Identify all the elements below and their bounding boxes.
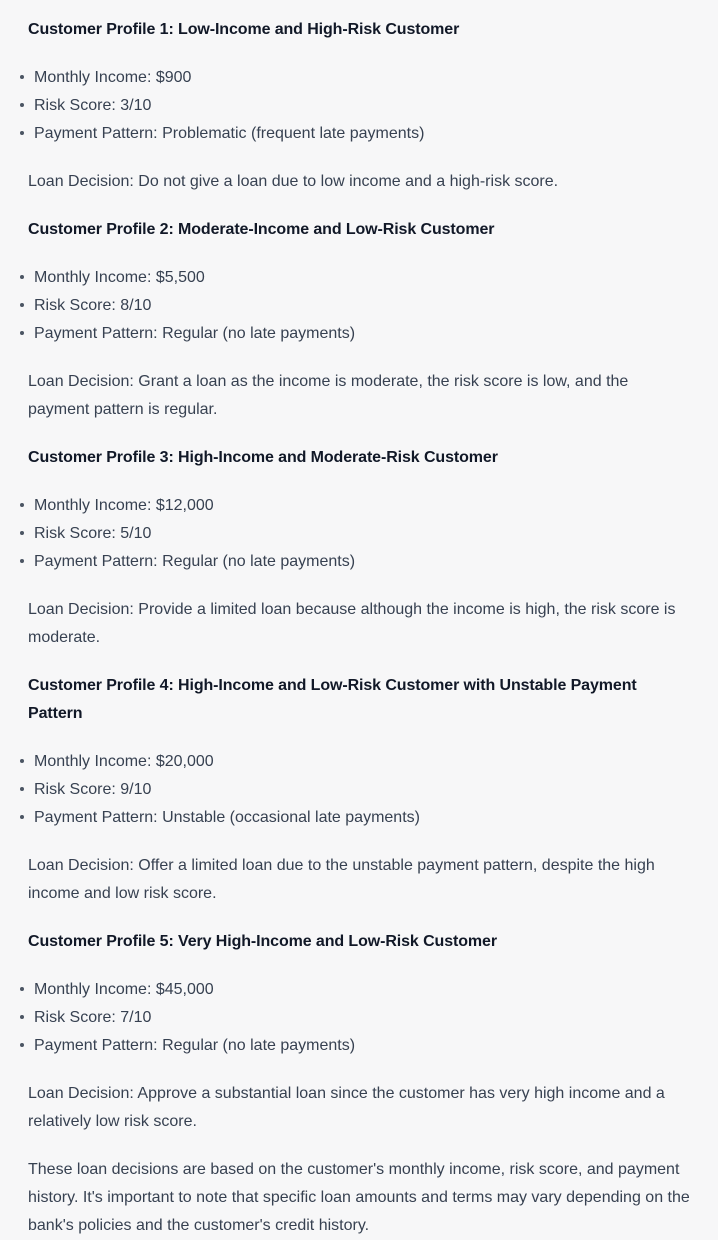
bullet-icon: [20, 531, 24, 535]
loan-decision: Loan Decision: Approve a substantial loan since the customer has very high income and a relatively low risk score.: [28, 1085, 665, 1130]
list-item-text: Payment Pattern: Problematic (frequent late payments): [34, 125, 425, 142]
list-item: [28, 320, 690, 348]
customer-profile-3: [28, 444, 690, 652]
list-item-text: Monthly Income: $900: [34, 69, 192, 86]
list-item-text: Monthly Income: $5,500: [34, 269, 205, 286]
bullet-icon: [20, 503, 24, 507]
customer-profile-1: [28, 16, 690, 196]
bullet-icon: [20, 559, 24, 563]
list-item-text: Risk Score: 9/10: [34, 781, 152, 798]
bullet-icon: [20, 331, 24, 335]
list-item-text: Payment Pattern: Regular (no late payments): [34, 553, 356, 570]
list-item-text: Monthly Income: $12,000: [34, 497, 214, 514]
list-item: [28, 976, 690, 1004]
list-item: [28, 492, 690, 520]
bullet-icon: [20, 787, 24, 791]
profile-heading: Customer Profile 4: High-Income and Low-Risk Customer with Unstable Payment Pattern: [28, 677, 637, 722]
list-item: [28, 548, 690, 576]
profile-heading: Customer Profile 5: Very High-Income and Low-Risk Customer: [28, 933, 497, 950]
list-item-text: Risk Score: 3/10: [34, 97, 152, 114]
list-item: [28, 776, 690, 804]
list-item: [28, 264, 690, 292]
list-item: [28, 64, 690, 92]
bullet-icon: [20, 303, 24, 307]
list-item: [28, 120, 690, 148]
list-item: [28, 804, 690, 832]
customer-profile-2: [28, 216, 690, 424]
list-item-text: Monthly Income: $45,000: [34, 981, 214, 998]
list-item: [28, 1032, 690, 1060]
list-item: [28, 92, 690, 120]
customer-profile-5: [28, 928, 690, 1136]
profile-details-list: [28, 264, 690, 348]
customer-profile-4: [28, 672, 690, 908]
profile-heading: Customer Profile 1: Low-Income and High-Risk Customer: [28, 21, 460, 38]
list-item: [28, 1004, 690, 1032]
list-item-text: Payment Pattern: Regular (no late payments): [34, 1037, 356, 1054]
loan-decision: Loan Decision: Do not give a loan due to low income and a high-risk score.: [28, 173, 559, 190]
profile-details-list: [28, 748, 690, 832]
list-item-text: Payment Pattern: Unstable (occasional late payments): [34, 809, 420, 826]
list-item-text: Risk Score: 8/10: [34, 297, 152, 314]
list-item-text: Risk Score: 7/10: [34, 1009, 152, 1026]
list-item-text: Monthly Income: $20,000: [34, 753, 214, 770]
summary-paragraph: These loan decisions are based on the customer's monthly income, risk score, and payment history. It's important to note that specific loan amounts and terms may vary depending on the bank's policies and the customer's credit history.: [28, 1161, 690, 1234]
list-item: [28, 748, 690, 776]
profile-heading: Customer Profile 3: High-Income and Moderate-Risk Customer: [28, 449, 498, 466]
profile-details-list: [28, 976, 690, 1060]
bullet-icon: [20, 103, 24, 107]
loan-decision: Loan Decision: Grant a loan as the income is moderate, the risk score is low, and the payment pattern is regular.: [28, 373, 629, 418]
bullet-icon: [20, 759, 24, 763]
profile-details-list: [28, 492, 690, 576]
bullet-icon: [20, 1043, 24, 1047]
bullet-icon: [20, 75, 24, 79]
loan-decision: Loan Decision: Offer a limited loan due to the unstable payment pattern, despite the high income and low risk score.: [28, 857, 655, 902]
bullet-icon: [20, 987, 24, 991]
bullet-icon: [20, 275, 24, 279]
profile-heading: Customer Profile 2: Moderate-Income and Low-Risk Customer: [28, 221, 495, 238]
bullet-icon: [20, 131, 24, 135]
loan-decision: Loan Decision: Provide a limited loan because although the income is high, the risk score is moderate.: [28, 601, 676, 646]
list-item-text: Payment Pattern: Regular (no late payments): [34, 325, 356, 342]
bullet-icon: [20, 815, 24, 819]
list-item-text: Risk Score: 5/10: [34, 525, 152, 542]
list-item: [28, 520, 690, 548]
bullet-icon: [20, 1015, 24, 1019]
list-item: [28, 292, 690, 320]
profile-details-list: [28, 64, 690, 148]
